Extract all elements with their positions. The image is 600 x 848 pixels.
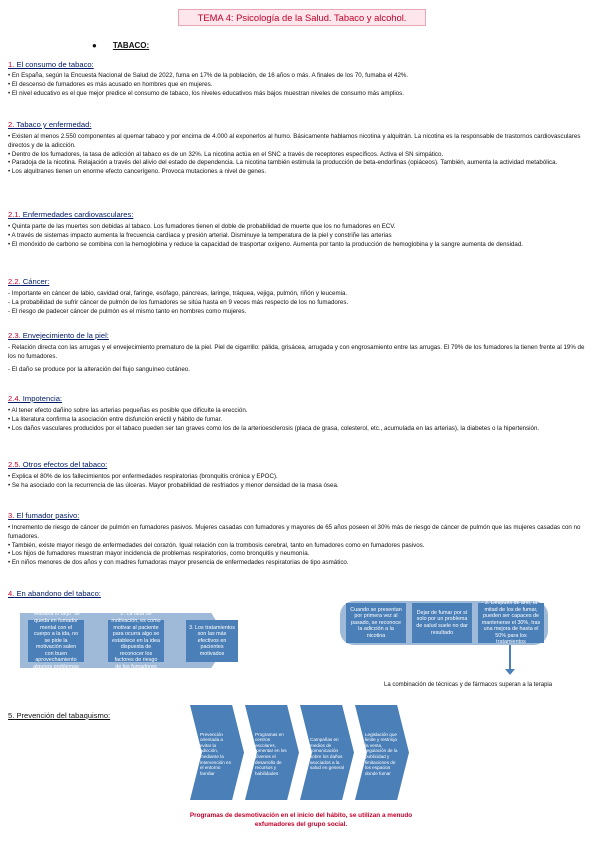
body-consumo: • En España, según la Encuesta Nacional de Salud de 2022, fuma en 17% de la población, de 16 años o más. A finales de los 70, fumaba el 42%. • El descenso de fumadores es más acusado en hombres que en mujeres. • El nivel educativo es el que mejor predice el consumo de tabaco, los niveles educativos más bajos muestran niveles de consumo más amplios. xyxy=(8,72,409,97)
arrow-down-icon xyxy=(505,669,515,675)
prevention-step-2-text: Programas en centros escolares, fomentar en los jóvenes el desarrollo de recursos y habilidades xyxy=(255,731,287,776)
heading-tabaco-enfermedad: 2. Tabaco y enfermedad: xyxy=(8,120,92,129)
heading-piel: 2.3. Envejecimiento de la piel: xyxy=(8,331,109,340)
section-bullet-heading xyxy=(92,41,149,50)
abandono-step-1: 1. Pensamiento de "Mañana lo dejo" se queda en fumador mental con el cuerpo a la ida, no se pide la motivación salen con buen aprovechamiento algunos problemas frente al mismo xyxy=(28,620,84,662)
arrow-down-shaft xyxy=(509,645,511,671)
body-cancer: - Importante en cáncer de labio, cavidad oral, faringe, esófago, páncreas, laringe, tráquea, vejiga, pulmón, riñón y leucemia. - La probabilidad de sufrir cáncer de pulmón de los fumadores se sitúa hasta en 9 veces más respecto de los no fumadores. - El riesgo de padecer cáncer de pulmón es el mismo tanto en hombres como mujeres. xyxy=(8,290,349,315)
prevention-step-4-text: Legislación que limite y restrinja la venta, regulación de la publicidad y limitaciones de los espacios donde fumar xyxy=(365,731,398,776)
bullet-icon: ● xyxy=(92,41,97,50)
abandono-step-2: 2. La falta de motivación, es como motivar al paciente para ocurra algo se establece en la idea dispuesta de reconocer los factores de riesgo de los fumadores xyxy=(108,620,164,662)
heading-impotencia: 2.4. Impotencia: xyxy=(8,394,63,403)
prevention-step-1-text: Prevención orientada a evitar la adicción, mediante la intervención en el entorno familiar xyxy=(200,731,232,776)
heading-consumo: 1. El consumo de tabaco: xyxy=(8,60,94,69)
body-tabaco-enfermedad: • Existen al menos 2.550 componentes al quemar tabaco y por encima de 4.000 al exponerlos al humo. Básicamente hablamos nicotina y alquitrán. La nicotina es la responsable de trastornos cardiovasculares directos y de la adicción. • Dentro de los fumadores, la tasa de adicción al tabaco es de un 32%. La nicotina actúa en el SNC a través de receptores específicos. Activa el SN simpático. • Paradoja de la nicotina. Relajación a través del alivio del estado de dependencia. La nicotina también estimula la producción de beta-endorfinas (opiáceos). También, aumenta la actividad metabólica. • Los alquitranes tienen un enorme efecto cancerígeno. Provoca mutaciones a nivel de genes. xyxy=(8,133,581,176)
abandono-right-2: Dejar de fumar por sí solo por un problema de salud suele no dar resultado xyxy=(412,603,472,643)
abandono-step-3: 3. Los tratamientos son las más efectivos en pacientes motivados xyxy=(186,620,238,662)
diagram-caption: La combinación de técnicas y de fármacos superan a la terapia xyxy=(384,682,553,688)
heading-cardiovasculares: 2.1. Enfermedades cardiovasculares: xyxy=(8,210,134,219)
heading-cancer: 2.2. Cáncer: xyxy=(8,277,50,286)
body-otros-efectos: • Explica el 80% de los fallecimientos por enfermedades respiratorias (bronquitis crónica y EPOC). • Se ha asociado con la recurrencia de las úlceras. Mayor probabilidad de resfriados y menor densidad de la masa ósea. xyxy=(8,473,339,489)
body-impotencia: • Al tener efecto dañino sobre las arterias pequeñas es posible que dificulte la erección. • La literatura confirma la asociación entre disfunción eréctil y hábito de fumar. • Los daños vasculares producidos por el tabaco pueden ser tan graves como los de la arterioesclerosis (placa de grasa, colesterol, etc., acumulada en las arterias), la diabetes o la hipertensión. xyxy=(8,407,540,432)
heading-prevencion: 5. Prevención del tabaquismo: xyxy=(8,711,111,720)
page-title: TEMA 4: Psicología de la Salud. Tabaco y alcohol. xyxy=(178,9,426,26)
bullet-heading-text: TABACO: xyxy=(112,41,150,50)
heading-fumador-pasivo: 3. El fumador pasivo: xyxy=(8,511,80,520)
prevention-step-3-text: Campañas en medios de comunicación sobre los daños asociados a la salud en general xyxy=(310,737,344,771)
abandono-right-3: 3. Después de año, la mitad de los de fumar, pueden ser capaces de mantenerse el 30%, tras una mejora de hasta el 50% para los tratamientos xyxy=(478,603,544,643)
prevention-footnote: Programas de desmotivación en el inicio del hábito, se utilizan a menudo exfumadores del grupo social. xyxy=(189,812,413,828)
body-cardiovasculares: • Quinta parte de las muertes son debidas al tabaco. Los fumadores tienen el doble de probabilidad de muerte que los no fumadores en ECV. • A través de sistemas impacto aumenta la frecuencia cardíaca y presión arterial. Disminuye la temperatura de la piel y constriñe las arterias • El monóxido de carbono se combina con la hemoglobina y reduce la capacidad de trasportar oxígeno. Aumenta por tanto la producción de hemoglobina y la sangre aumenta de densidad. xyxy=(8,223,524,248)
heading-otros-efectos: 2.5. Otros efectos del tabaco: xyxy=(8,460,108,469)
abandono-right-1: Cuando se presentan por primera vez al pasado, se reconoce la adicción a la nicotina xyxy=(346,603,406,643)
body-piel: - Relación directa con las arrugas y el envejecimiento prematuro de la piel. Piel de cigarrillo: pálida, grisácea, arrugada y con engrosamiento entre las arrugas. El 79% de los fumadores la tienen frente al 19% de los no fumadores. - El daño se produce por la alteración del flujo sanguíneo cutáneo. xyxy=(8,344,585,373)
body-fumador-pasivo: • Incremento de riesgo de cáncer de pulmón en fumadores pasivos. Mujeres casadas con fumadores y mayores de 65 años poseen el 30% más de riesgo de cáncer de pulmón que las mujeres casadas con no fumadores. • También, existe mayor riesgo de enfermedades del corazón. Igual relación con la trombosis cerebral, tanto en fumadores como en fumadores pasivos. • Los hijos de fumadores muestran mayor incidencia de problemas respiratorios, como bronquitis y neumonía. • En niños menores de dos años y con madres fumadoras mayor presencia de enfermedades respiratorias de tipo asmático. xyxy=(8,524,581,567)
heading-abandono: 4. En abandono del tabaco: xyxy=(8,589,101,598)
